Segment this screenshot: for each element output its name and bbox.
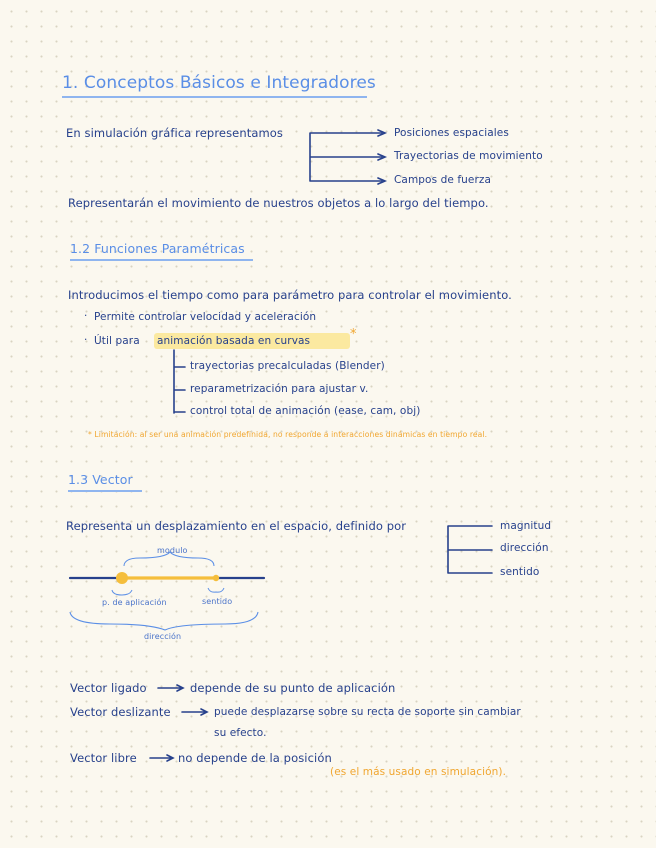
section3-intro: Representa un desplazamiento en el espacio, definido por: [66, 519, 407, 533]
star-icon: *: [350, 327, 357, 342]
section3-title: 1.3 Vector: [68, 472, 133, 487]
section2-title: 1.2 Funciones Paramétricas: [70, 241, 245, 256]
section3-item: sentido: [500, 566, 540, 578]
vector-type-name: Vector deslizante: [70, 705, 171, 719]
application-point: [116, 572, 128, 584]
section2-bullet1: Permite controlar velocidad y aceleración: [94, 311, 317, 323]
modulo-brace: [124, 552, 214, 566]
sentido-point: [213, 575, 219, 581]
label-direccion: dirección: [144, 632, 182, 641]
section1-summary: Representarán el movimiento de nuestros objetos a lo largo del tiempo.: [68, 196, 489, 210]
sentido-brace: [208, 588, 224, 592]
tree-bracket: [310, 133, 382, 181]
direccion-brace: [70, 612, 258, 630]
section2-sub-item: trayectorias precalculadas (Blender): [190, 360, 385, 372]
section2-limitation: * Limitación: al ser una animación predefinida, no responde a interacciones dinámicas en tiempo real.: [88, 430, 488, 439]
section3-item: magnitud: [500, 520, 552, 532]
section2-bullet2-highlight: animación basada en curvas: [157, 335, 311, 347]
label-aplicacion: p. de aplicación: [102, 598, 167, 607]
tree-bracket: [174, 350, 185, 413]
section1-item: Posiciones espaciales: [394, 127, 509, 139]
bullet-marker: ·: [84, 334, 88, 346]
section1-item: Trayectorias de movimiento: [394, 150, 543, 162]
section1-title: 1. Conceptos Básicos e Integradores: [62, 73, 376, 93]
section2-sub-item: reparametrización para ajustar v.: [190, 383, 369, 395]
label-sentido: sentido: [202, 597, 233, 606]
vector-libre-note: (es el más usado en simulación).: [330, 766, 507, 778]
vector-diagram: [70, 552, 264, 630]
label-modulo: modulo: [157, 546, 188, 555]
section2-sub-item: control total de animación (ease, cam, obj): [190, 405, 421, 417]
aplicacion-brace: [112, 590, 132, 595]
vector-type-desc: depende de su punto de aplicación: [190, 681, 396, 695]
arrow-icon: [182, 709, 207, 715]
vector-type-desc: no depende de la posición: [178, 751, 332, 765]
section1-intro: En simulación gráfica representamos: [66, 126, 284, 140]
arrow-icon: [150, 755, 173, 761]
bullet-marker: ·: [84, 310, 88, 322]
section2-bullet2-prefix: Útil para: [94, 335, 140, 347]
arrow-icon: [158, 685, 183, 691]
vector-type-name: Vector ligado: [70, 681, 147, 695]
vector-type-desc: puede desplazarse sobre su recta de soporte sin cambiar: [214, 706, 521, 718]
section1-item: Campos de fuerza: [394, 174, 492, 186]
vector-type-desc-cont: su efecto.: [214, 727, 267, 739]
section3-item: dirección: [500, 542, 549, 554]
section2-intro: Introducimos el tiempo como para parámetro para controlar el movimiento.: [68, 288, 512, 302]
vector-type-name: Vector libre: [70, 751, 137, 765]
tree-bracket: [448, 526, 492, 573]
